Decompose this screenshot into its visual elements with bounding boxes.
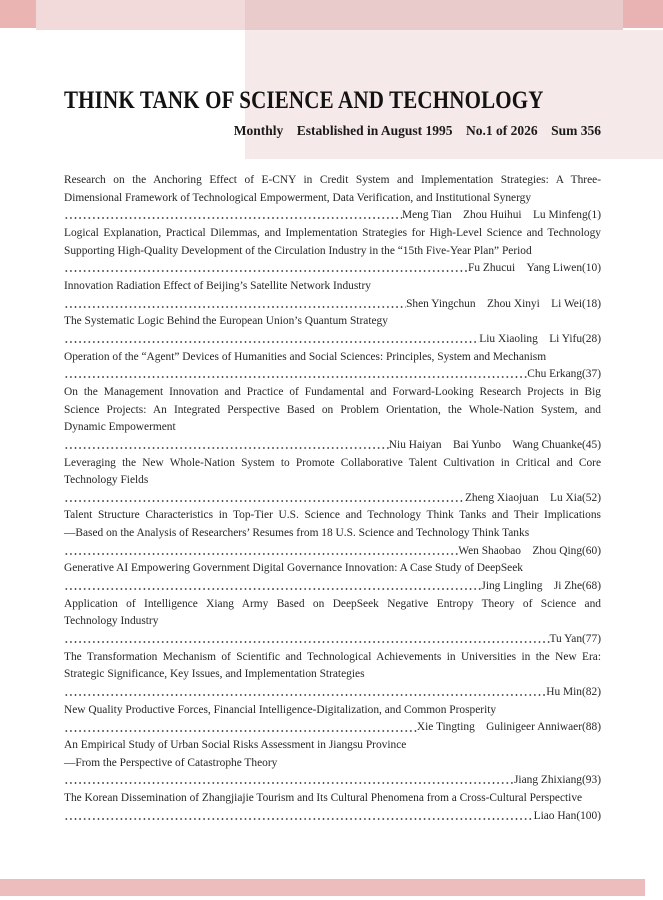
toc-entry-title-line: Strategic Significance, Key Issues, and Implementation Strategies [64,668,365,681]
dotted-leader [64,331,479,349]
toc-entry-title-line: Dynamic Empowerment [64,421,176,434]
toc-entry-page: (37) [582,368,601,381]
toc-entry-authors-row [64,543,601,561]
toc-entry [64,313,601,348]
dotted-leader [64,684,546,702]
footer-accent-bar [0,879,645,896]
toc-entry-authors: Jing Lingling Ji Zhe [481,580,583,593]
toc-entry-authors: Chu Erkang [527,368,583,381]
toc-entry-title-line: New Quality Productive Forces, Financial Intelligence-Digitalization, and Common Prosperity [64,703,497,716]
toc-entry-authors-row [64,684,601,702]
toc-entry-page: (1) [587,209,601,222]
toc-entry-authors-row [64,260,601,278]
toc-entry-title-line: —Based on the Analysis of Researchers’ Resumes from 18 U.S. Science and Technology Think Tanks [64,527,530,540]
toc-entry [64,225,601,278]
toc-entry-title-line: Dimensional Framework of Technological Empowerment, Data Verification, and Institutional Synergy [64,191,532,204]
toc-entry-page: (45) [582,438,601,451]
toc-entry-authors: Liu Xiaoling Li Yifu [479,332,583,345]
toc-entry-authors: Tu Yan [549,633,583,646]
top-band-mid [245,0,623,30]
toc-entry-authors: Niu Haiyan Bai Yunbo Wang Chuanke [388,438,583,451]
toc-entry-authors: Wen Shaobao Zhou Qing [458,544,583,557]
dotted-leader [64,772,514,790]
top-band-light [36,0,245,30]
toc-entry-page: (68) [582,580,601,593]
toc-entry-authors: Hu Min [546,686,583,699]
toc-entry-authors-row [64,578,601,596]
toc-entry-authors-row [64,331,601,349]
toc-entry [64,702,601,737]
toc-entry-title-line: Science Projects: An Integrated Perspective Based on Problem Orientation, the Whole-Nation System, and [64,403,601,416]
dotted-leader [64,543,458,561]
toc-entry-authors-row [64,437,601,455]
toc-list [64,172,601,825]
toc-entry-title-line: Technology Industry [64,615,159,628]
toc-entry-page: (10) [582,262,601,275]
toc-entry-title-line: Operation of the “Agent” Devices of Humanities and Social Sciences: Principles, System and Mechanism [64,350,547,363]
toc-entry [64,172,601,225]
toc-entry [64,596,601,649]
toc-entry-authors: Liao Han [533,809,577,822]
toc-entry [64,455,601,508]
dotted-leader [64,490,465,508]
toc-entry-authors: Shen Yingchun Zhou Xinyi Li Wei [406,297,583,310]
dotted-leader [64,808,534,826]
toc-entry-authors-row [64,296,601,314]
toc-entry-title-line: Generative AI Empowering Government Digital Governance Innovation: A Case Study of DeepSeek [64,562,523,575]
top-right-accent-block [623,0,663,28]
toc-entry-authors: Zheng Xiaojuan Lu Xia [464,491,583,504]
dotted-leader [64,631,550,649]
toc-entry-title-line: On the Management Innovation and Practice of Fundamental and Forward-Looking Research Projects in Big [64,385,601,398]
toc-entry-page: (28) [582,332,601,345]
toc-entry [64,384,601,455]
dotted-leader [64,366,527,384]
toc-entry-title-line: —From the Perspective of Catastrophe Theory [64,756,278,769]
top-left-accent-block [0,0,36,28]
toc-entry-title-line: Innovation Radiation Effect of Beijing’s Satellite Network Industry [64,279,371,292]
dotted-leader [64,437,389,455]
toc-entry-authors: Meng Tian Zhou Huihui Lu Minfeng [401,209,588,222]
toc-entry-page: (100) [576,809,601,822]
toc-entry-page: (52) [582,491,601,504]
toc-entry-title-line: The Korean Dissemination of Zhangjiajie Tourism and Its Cultural Phenomena from a Cross-Cultural Perspective [64,791,583,804]
toc-entry-title-line: The Transformation Mechanism of Scientific and Technological Achievements in Universities in the New Era: [64,650,601,663]
toc-entry [64,507,601,560]
toc-entry [64,349,601,384]
toc-entry [64,737,601,790]
journal-title: THINK TANK OF SCIENCE AND TECHNOLOGY [64,87,544,114]
journal-subtitle: Monthly Established in August 1995 No.1 of 2026 Sum 356 [233,123,601,138]
toc-entry-title-line: Supporting High-Quality Development of the Circulation Industry in the “15th Five-Year Plan” Period [64,244,532,257]
toc-entry-page: (77) [582,633,601,646]
toc-entry-title-line: Talent Structure Characteristics in Top-Tier U.S. Science and Technology Think Tanks and Their Implications [64,509,601,522]
toc-entry [64,649,601,702]
toc-entry-authors: Jiang Zhixiang [513,774,583,787]
toc-entry-title-line: An Empirical Study of Urban Social Risks Assessment in Jiangsu Province [64,739,407,751]
toc-entry-authors-row [64,490,601,508]
toc-entry-page: (18) [582,297,601,310]
toc-entry-authors: Fu Zhucui Yang Liwen [468,262,583,275]
toc-entry-page: (88) [582,721,601,734]
toc-entry-title-line: Leveraging the New Whole-Nation System to Promote Collaborative Talent Cultivation in Critical and Core [64,456,601,469]
toc-entry-title-line: Research on the Anchoring Effect of E-CNY in Credit System and Implementation Strategies: A Three- [64,174,601,186]
toc-entry [64,790,601,825]
toc-entry-authors-row [64,719,601,737]
toc-entry-authors-row [64,808,601,826]
dotted-leader [64,207,402,225]
dotted-leader [64,719,417,737]
toc-entry [64,560,601,595]
toc-entry-title-line: Logical Explanation, Practical Dilemmas, and Implementation Strategies for High-Level Science and Technology [64,226,601,239]
dotted-leader [64,260,468,278]
toc-entry-title-line: Application of Intelligence Xiang Army Based on DeepSeek Negative Entropy Theory of Science and [64,597,601,610]
toc-entry-authors-row [64,207,601,225]
dotted-leader [64,296,406,314]
toc-entry-authors-row [64,366,601,384]
toc-entry-authors-row [64,631,601,649]
dotted-leader [64,578,481,596]
toc-entry-title-line: The Systematic Logic Behind the European Union’s Quantum Strategy [64,315,388,328]
toc-entry-page: (93) [582,774,601,787]
toc-entry-title-line: Technology Fields [64,474,149,487]
toc-entry-page: (60) [582,544,601,557]
toc-entry [64,278,601,313]
toc-entry-authors-row [64,772,601,790]
toc-entry-page: (82) [582,686,601,699]
toc-entry-authors: Xie Tingting Gulinigeer Anniwaer [416,721,583,734]
